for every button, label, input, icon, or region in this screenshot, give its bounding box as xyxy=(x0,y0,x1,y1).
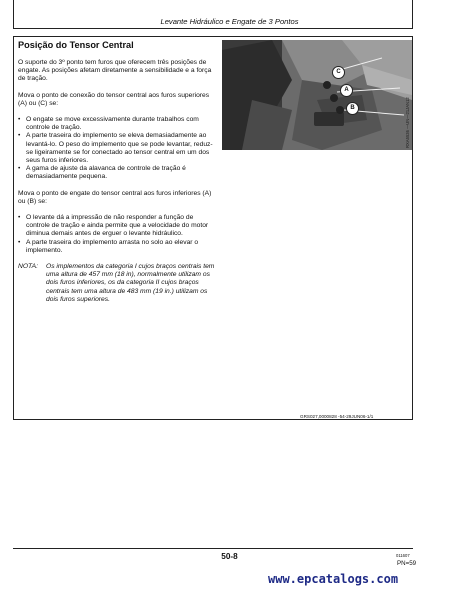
upper-holes-list xyxy=(18,116,218,182)
intro-paragraph: O suporte do 3º ponto tem furos que oferecem três posições de engate. As posições afetam diretamente a sensibilidade e a força de tração. xyxy=(18,59,212,83)
lower-holes-paragraph: Mova o ponto de engate do tensor central aos furos inferiores (A) ou (B) se: xyxy=(18,189,212,205)
footer-page-code: PN=59 xyxy=(397,560,417,567)
top-right-rule xyxy=(412,0,413,29)
callout-a: A xyxy=(340,84,353,97)
footer-code: 011607 xyxy=(396,553,410,558)
running-header: Levante Hidráulico e Engate de 3 Pontos xyxy=(160,17,299,26)
header-rule xyxy=(13,28,413,29)
footer-reference: GRS027,0000828 -54-29JUN06-1/1 xyxy=(300,414,374,419)
upper-holes-paragraph: Mova o ponto de conexão do tensor central aos furos superiores (A) ou (C) se: xyxy=(18,91,210,107)
list-item: • A parte traseira do implemento arrasta no solo ao elevar o implemento. xyxy=(18,239,218,255)
list-item: • O engate se move excessivamente durante trabalhos com controle de tração. xyxy=(18,116,218,132)
callout-c: C xyxy=(332,66,345,79)
note-text: Os implementos da categoria I cujos braços centrais tem uma altura de 457 mm (18 in), normalmente utilizam os dois furos inferiores, os da categoria II cujos braços centrais tem uma altura de 483 mm (19 in.) utilizam os dois furos superiores. xyxy=(46,263,215,303)
footer-rule xyxy=(13,548,413,549)
top-left-rule xyxy=(13,0,14,29)
section-title: Posição do Tensor Central xyxy=(18,40,134,50)
list-item: • O levante dá a impressão de não responder a função de controle de tração e ainda permite que a velocidade do motor diminua demais antes de erguer o levante hidráulico. xyxy=(18,214,218,239)
hitch-photo xyxy=(222,40,412,150)
lower-holes-list xyxy=(18,214,218,255)
photo-code: RXA5536 —UN—21JAN12 xyxy=(405,97,410,148)
body-text xyxy=(18,59,218,304)
list-item: • A gama de ajuste da alavanca de controle de tração é demasiadamente pequena. xyxy=(18,165,218,181)
callout-b: B xyxy=(346,102,359,115)
note xyxy=(18,263,218,304)
watermark-url: www.epcatalogs.com xyxy=(268,572,399,586)
page-number: 50-8 xyxy=(221,552,238,561)
list-item: • A parte traseira do implemento se eleva demasiadamente ao levantá-lo. O peso do implemento que se pode levantar, reduz-se ligeiramente se for conectado ao tensor central em um dos seus furos inferiores. xyxy=(18,132,218,165)
note-label: NOTA: xyxy=(18,263,38,271)
